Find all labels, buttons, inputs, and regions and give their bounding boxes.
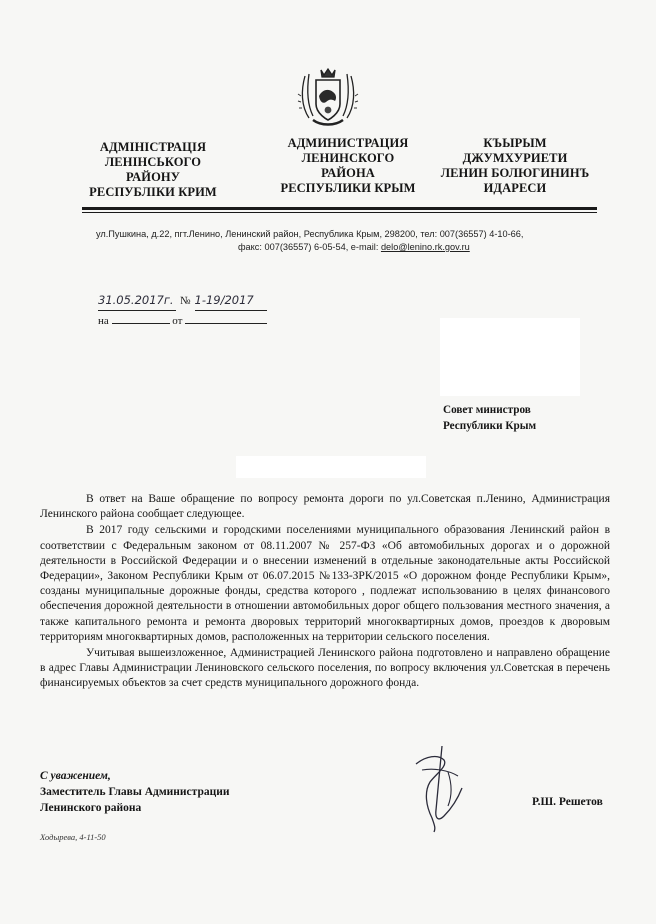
ref-date: 31.05.2017г. bbox=[98, 290, 176, 311]
email-link[interactable]: delo@lenino.rk.gov.ru bbox=[380, 242, 470, 252]
address-block bbox=[96, 228, 596, 254]
outgoing-reference bbox=[98, 290, 267, 311]
header-ua-line-4: РЕСПУБЛІКИ КРИМ bbox=[89, 185, 217, 199]
closing-block bbox=[40, 768, 229, 816]
header-russian bbox=[268, 136, 428, 196]
header-ru-line-2: ЛЕНИНСКОГО bbox=[301, 151, 395, 165]
signer-name: Р.Ш. Решетов bbox=[532, 796, 603, 808]
body-paragraph-3: Учитывая вышеизложенное, Администрацией Ленинского района подготовлено и направлено обращение в адрес Главы Администрации Лениновского сельского поселения, по вопросу включения ул.Советская в перечень финансируемых объектов за счет средств муниципального дорожного фонда. bbox=[40, 647, 610, 690]
closing-greeting: С уважением, bbox=[40, 770, 111, 782]
header-crh-line-4: ИДАРЕСИ bbox=[483, 181, 547, 195]
header-crh-line-3: ЛЕНИН БОЛЮГИНИНЪ bbox=[440, 166, 590, 180]
letter-body bbox=[40, 492, 610, 693]
signer-position-line-1: Заместитель Главы Администрации bbox=[40, 786, 230, 798]
header-divider-thick bbox=[82, 207, 597, 210]
body-paragraph-1: В ответ на Ваше обращение по вопросу ремонта дороги по ул.Советская п.Ленино, Администрация Ленинского района сообщает следующее. bbox=[40, 493, 610, 521]
from-label: от bbox=[172, 315, 183, 327]
reference-block bbox=[98, 290, 267, 331]
fax-text: факс: 007(36557) 6-05-54, e-mail: bbox=[238, 242, 381, 252]
redaction-subject bbox=[236, 456, 426, 478]
header-ru-line-3: РАЙОНА bbox=[321, 166, 375, 180]
header-ua-line-3: РАЙОНУ bbox=[125, 170, 180, 184]
signature-icon bbox=[386, 736, 486, 836]
header-crimean-tatar bbox=[440, 136, 590, 196]
header-ru-line-1: АДМИНИСТРАЦИЯ bbox=[287, 136, 409, 150]
address-line-2 bbox=[96, 241, 596, 254]
signer-position-line-2: Ленинского района bbox=[40, 802, 142, 814]
executor-note: Ходырева, 4-11-50 bbox=[40, 832, 106, 842]
header-divider-thin bbox=[82, 212, 597, 213]
header-ua-line-1: АДМІНІСТРАЦІЯ bbox=[99, 140, 207, 154]
header-ru-line-4: РЕСПУБЛИКИ КРЫМ bbox=[280, 181, 416, 195]
incoming-reference bbox=[98, 311, 267, 331]
header-crh-line-1: КЪЫРЫМ bbox=[483, 136, 547, 150]
reply-to-blank bbox=[112, 311, 170, 324]
addressee-block bbox=[443, 402, 536, 434]
header-crh-line-2: ДЖУМХУРИЕТИ bbox=[462, 151, 568, 165]
addressee-line-1: Совет министров bbox=[443, 404, 531, 416]
reply-to-label: на bbox=[98, 315, 109, 327]
addressee-line-2: Республики Крым bbox=[443, 420, 537, 432]
header-ua-line-2: ЛЕНІНСЬКОГО bbox=[104, 155, 202, 169]
from-blank bbox=[185, 311, 267, 324]
ref-number-label: № bbox=[180, 295, 191, 307]
coat-of-arms-icon bbox=[291, 66, 365, 130]
body-paragraph-2: В 2017 году сельскими и городскими поселениями муниципального образования Ленинский район в соответствии с Федеральным законом от 08.11.2007 № 257-ФЗ «Об автомобильных дорогах и о дорожной деятельности в Российской Федерации и о внесении изменений в отдельные законодательные акты Российской Федерации», Законом Республики Крым от 06.07.2015 №133-ЗРК/2015 «О дорожном фонде Республики Крым», созданы муниципальные дорожные фонды, средства которого , подлежат использованию в целях финансового обеспечения дорожной деятельности в отношении автомобильных дорог общего пользования местного значения, а также капитального ремонта и ремонта дворовых территорий многоквартирных домов, проездов к дворовым территориям многоквартирных домов, расположенных на территории сельского поселения. bbox=[40, 524, 610, 643]
ref-number: 1-19/2017 bbox=[195, 290, 267, 311]
redaction-recipient bbox=[440, 318, 580, 396]
header-ukrainian bbox=[78, 140, 228, 200]
address-line-1: ул.Пушкина, д.22, пгт.Ленино, Ленинский район, Республика Крым, 298200, тел: 007(36557) 4-10-66, bbox=[96, 229, 524, 239]
